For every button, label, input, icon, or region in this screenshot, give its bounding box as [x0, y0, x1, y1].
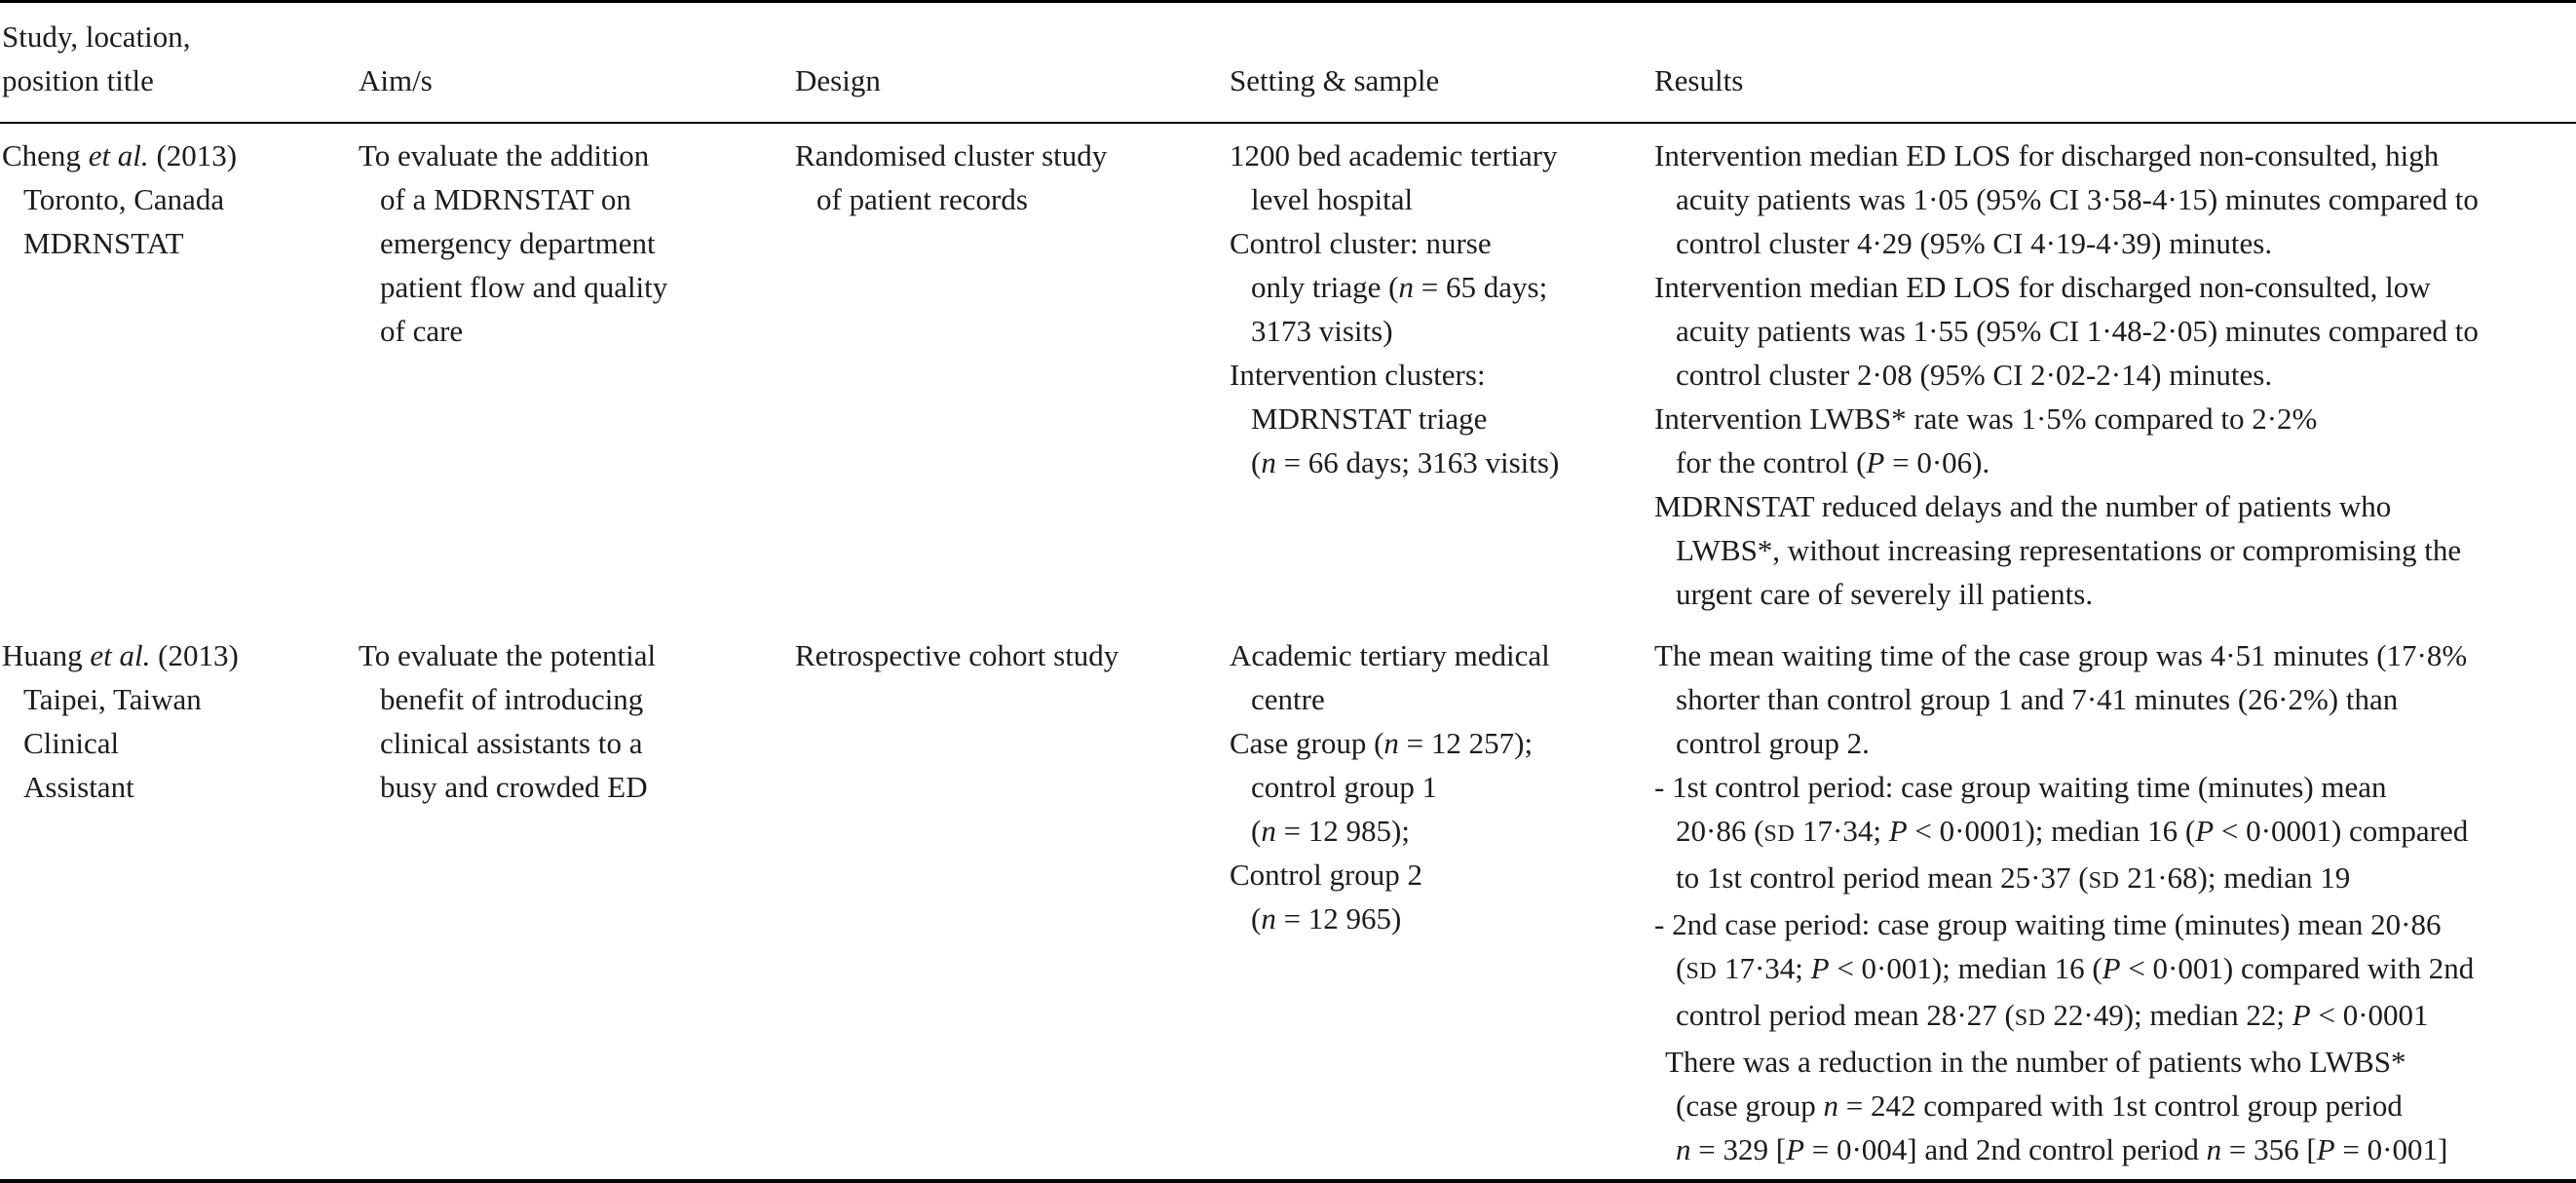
header-line: Aim/s: [359, 63, 433, 97]
cell-results: [1654, 633, 2576, 1171]
text-line: (n = 12 965): [1251, 901, 1402, 935]
text-line: Randomised cluster study: [795, 138, 1108, 172]
column-header-results: [1654, 58, 2576, 102]
cell-setting: [1230, 134, 1654, 616]
text-line: acuity patients was 1·55 (95% CI 1·48-2·05) minutes compared to: [1676, 314, 2479, 348]
text-line: 3173 visits): [1251, 314, 1393, 348]
text-line: control cluster 4·29 (95% CI 4·19-4·39) minutes.: [1676, 226, 2273, 260]
text-line: To evaluate the potential: [359, 638, 657, 672]
column-header-design: [795, 58, 1230, 102]
text-line: benefit of introducing: [380, 682, 644, 716]
text-line: Retrospective cohort study: [795, 638, 1119, 672]
text-line: only triage (n = 65 days;: [1251, 270, 1548, 304]
text-line: 1200 bed academic tertiary: [1230, 138, 1558, 172]
text-line: of patient records: [816, 182, 1028, 216]
table-row: [0, 633, 2576, 1171]
header-line: Setting & sample: [1230, 63, 1440, 97]
column-header-study: [0, 15, 359, 102]
text-line: Intervention LWBS* rate was 1·5% compared to 2·2%: [1654, 401, 2318, 436]
text-line: - 1st control period: case group waiting time (minutes) mean: [1654, 770, 2387, 804]
text-line: (n = 66 days; 3163 visits): [1251, 445, 1560, 479]
text-line: control period mean 28·27 (SD 22·49); median 22; P < 0·0001: [1676, 998, 2429, 1032]
text-line: n = 329 [P = 0·004] and 2nd control period n = 356 [P = 0·001]: [1676, 1132, 2448, 1166]
column-header-aims: [359, 58, 795, 102]
text-line: control group 1: [1251, 770, 1438, 804]
text-line: Control group 2: [1230, 858, 1423, 892]
header-line: position title: [2, 63, 154, 97]
text-line: shorter than control group 1 and 7·41 minutes (26·2%) than: [1676, 682, 2399, 716]
cell-aims: [359, 134, 795, 616]
text-line: Intervention clusters:: [1230, 358, 1486, 392]
text-line: acuity patients was 1·05 (95% CI 3·58-4·15) minutes compared to: [1676, 182, 2479, 216]
text-line: of care: [380, 314, 464, 348]
text-line: Intervention median ED LOS for discharged non-consulted, low: [1654, 270, 2431, 304]
header-line: Design: [795, 63, 881, 97]
header-line: Study, location,: [2, 19, 191, 54]
text-line: busy and crowded ED: [380, 770, 648, 804]
cell-results: [1654, 134, 2576, 616]
text-line: Taipei, Taiwan: [23, 682, 202, 716]
cell-setting: [1230, 633, 1654, 1171]
text-line: There was a reduction in the number of patients who LWBS*: [1665, 1045, 2406, 1079]
text-line: centre: [1251, 682, 1325, 716]
cell-design: [795, 134, 1230, 616]
text-line: of a MDRNSTAT on: [380, 182, 631, 216]
text-line: MDRNSTAT: [23, 226, 184, 260]
text-line: (SD 17·34; P < 0·001); median 16 (P < 0·001) compared with 2nd: [1676, 951, 2475, 985]
text-line: control cluster 2·08 (95% CI 2·02-2·14) minutes.: [1676, 358, 2273, 392]
text-line: Toronto, Canada: [23, 182, 225, 216]
text-line: (case group n = 242 compared with 1st control group period: [1676, 1088, 2403, 1123]
text-line: Cheng et al. (2013): [2, 138, 238, 172]
text-line: patient flow and quality: [380, 270, 668, 304]
text-line: urgent care of severely ill patients.: [1676, 577, 2094, 611]
text-line: to 1st control period mean 25·37 (SD 21·68); median 19: [1676, 860, 2351, 895]
table-row: [0, 134, 2576, 616]
text-line: LWBS*, without increasing representations or compromising the: [1676, 533, 2462, 567]
text-line: MDRNSTAT triage: [1251, 401, 1488, 436]
table-header-row: [0, 3, 2576, 124]
text-line: (n = 12 985);: [1251, 814, 1410, 848]
text-line: Academic tertiary medical: [1230, 638, 1550, 672]
table-body: [0, 124, 2576, 1179]
cell-study: [0, 633, 359, 1171]
text-line: level hospital: [1251, 182, 1414, 216]
text-line: - 2nd case period: case group waiting time (minutes) mean 20·86: [1654, 907, 2442, 941]
cell-aims: [359, 633, 795, 1171]
text-line: for the control (P = 0·06).: [1676, 445, 1990, 479]
header-line: Results: [1654, 63, 1744, 97]
text-line: 20·86 (SD 17·34; P < 0·0001); median 16 (P < 0·0001) compared: [1676, 814, 2469, 848]
text-line: Huang et al. (2013): [2, 638, 239, 672]
text-line: clinical assistants to a: [380, 726, 643, 760]
cell-design: [795, 633, 1230, 1171]
text-line: Control cluster: nurse: [1230, 226, 1492, 260]
text-line: MDRNSTAT reduced delays and the number of patients who: [1654, 489, 2392, 523]
text-line: Assistant: [23, 770, 134, 804]
text-line: control group 2.: [1676, 726, 1870, 760]
text-line: To evaluate the addition: [359, 138, 650, 172]
text-line: The mean waiting time of the case group was 4·51 minutes (17·8%: [1654, 638, 2468, 672]
cell-study: [0, 134, 359, 616]
text-line: Clinical: [23, 726, 120, 760]
text-line: Intervention median ED LOS for discharged non-consulted, high: [1654, 138, 2440, 172]
text-line: emergency department: [380, 226, 656, 260]
column-header-setting: [1230, 58, 1654, 102]
text-line: Case group (n = 12 257);: [1230, 726, 1534, 760]
